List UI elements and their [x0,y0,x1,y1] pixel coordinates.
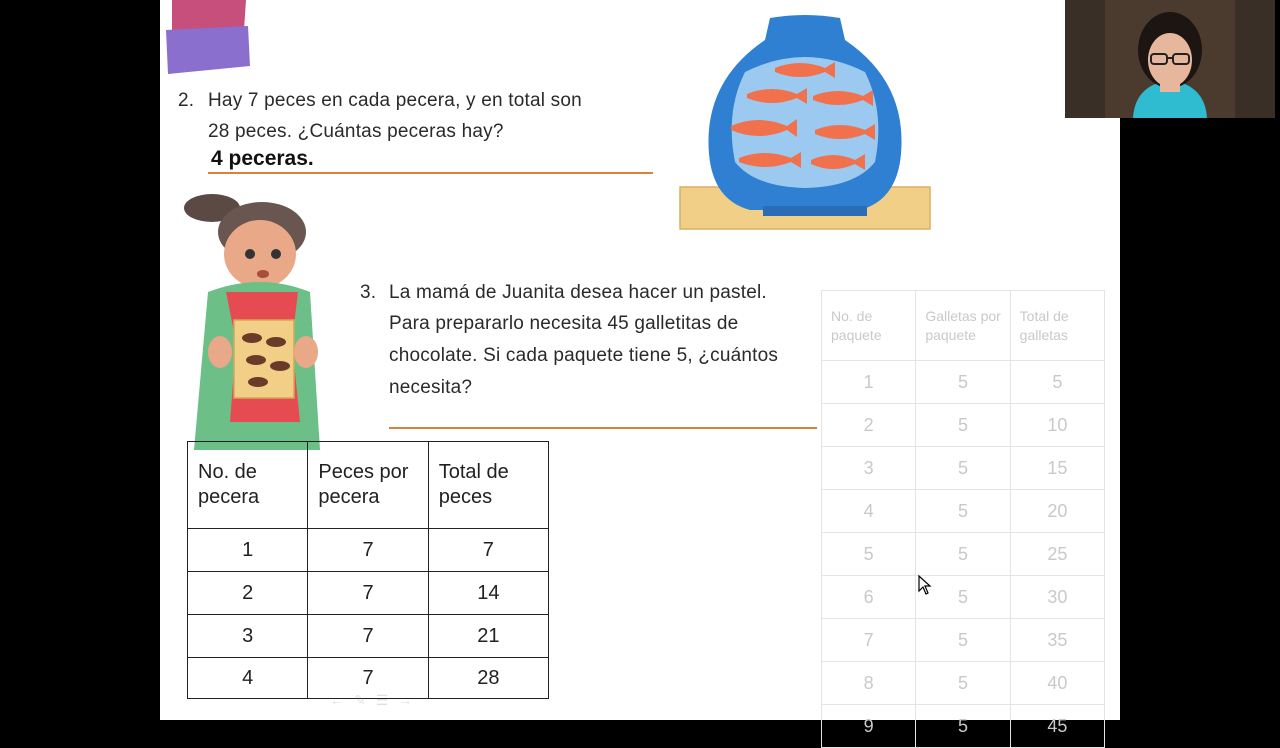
table-row [822,490,1105,533]
cookie-table-header: Total de galletas [1010,291,1104,361]
table-cell: 10 [1010,404,1104,447]
webcam-person-illustration [1065,0,1275,118]
question-2-answer-line [208,172,653,174]
table-cell: 5 [916,361,1010,404]
table-row [822,662,1105,705]
table-row [822,447,1105,490]
table-cell: 15 [1010,447,1104,490]
cookie-table-header: Galletas por paquete [916,291,1010,361]
mother-holding-cookies-illustration [180,192,330,450]
table-cell: 28 [428,658,548,699]
table-cell: 2 [822,404,916,447]
table-cell: 5 [916,576,1010,619]
table-cell: 5 [822,533,916,576]
table-cell: 40 [1010,662,1104,705]
table-cell: 5 [916,619,1010,662]
table-cell: 30 [1010,576,1104,619]
fish-table-header: No. de pecera [188,442,308,529]
fish-bowl-illustration [675,12,935,234]
table-row [822,361,1105,404]
table-cell: 35 [1010,619,1104,662]
cookie-table-header: No. de paquete [822,291,916,361]
presentation-controls[interactable] [330,692,412,709]
table-cell: 1 [188,529,308,572]
table-cell: 25 [1010,533,1104,576]
table-cell: 5 [916,404,1010,447]
table-cell: 5 [916,490,1010,533]
pen-icon[interactable]: ✎ [354,692,366,708]
question-2-line-1: Hay 7 peces en cada pecera, y en total son [208,90,582,111]
table-cell: 3 [822,447,916,490]
mouse-cursor-icon [918,575,932,595]
menu-icon[interactable]: ☰ [375,692,389,708]
table-cell: 1 [822,361,916,404]
table-cell: 14 [428,572,548,615]
table-cell: 7 [308,572,428,615]
table-row [188,572,549,615]
table-cell: 8 [822,662,916,705]
table-cell: 5 [916,705,1010,748]
cookie-table [821,290,1105,748]
table-row [822,619,1105,662]
fish-table-header: Peces por pecera [308,442,428,529]
table-row [822,533,1105,576]
table-cell: 3 [188,615,308,658]
fish-table [187,441,549,699]
table-cell: 7 [308,615,428,658]
table-cell: 7 [308,658,428,699]
question-3-line-4: necesita? [389,377,473,398]
webcam-video-feed [1065,0,1275,118]
question-2-number: 2. [178,90,195,111]
question-2-line-2: 28 peces. ¿Cuántas peceras hay? [208,121,504,142]
table-cell: 5 [1010,361,1104,404]
table-cell: 5 [916,662,1010,705]
question-3-number: 3. [360,282,377,303]
table-row [822,576,1105,619]
prev-slide-icon[interactable]: ← [330,692,344,708]
next-slide-icon[interactable]: → [398,692,413,708]
table-cell: 7 [428,529,548,572]
question-3-line-2: Para prepararlo necesita 45 galletitas de [389,313,739,334]
question-2-answer: 4 peceras. [211,147,314,170]
question-3-line-1: La mamá de Juanita desea hacer un pastel. [389,282,767,303]
table-cell: 5 [916,447,1010,490]
table-cell: 2 [188,572,308,615]
question-3-answer-line [389,427,817,429]
table-cell: 5 [916,533,1010,576]
table-cell: 20 [1010,490,1104,533]
table-cell: 4 [822,490,916,533]
table-cell: 45 [1010,705,1104,748]
table-cell: 9 [822,705,916,748]
question-3-line-3: chocolate. Si cada paquete tiene 5, ¿cuántos [389,345,779,366]
table-cell: 4 [188,658,308,699]
fish-table-header: Total de peces [428,442,548,529]
cookie-table-header-row [822,291,1105,361]
table-cell: 7 [308,529,428,572]
table-row [822,705,1105,748]
table-cell: 6 [822,576,916,619]
table-cell: 21 [428,615,548,658]
table-row [822,404,1105,447]
table-row [188,615,549,658]
slide-canvas [160,0,1120,736]
table-row [188,529,549,572]
table-cell: 7 [822,619,916,662]
fish-table-header-row [188,442,549,529]
top-character-illustration [160,0,260,80]
